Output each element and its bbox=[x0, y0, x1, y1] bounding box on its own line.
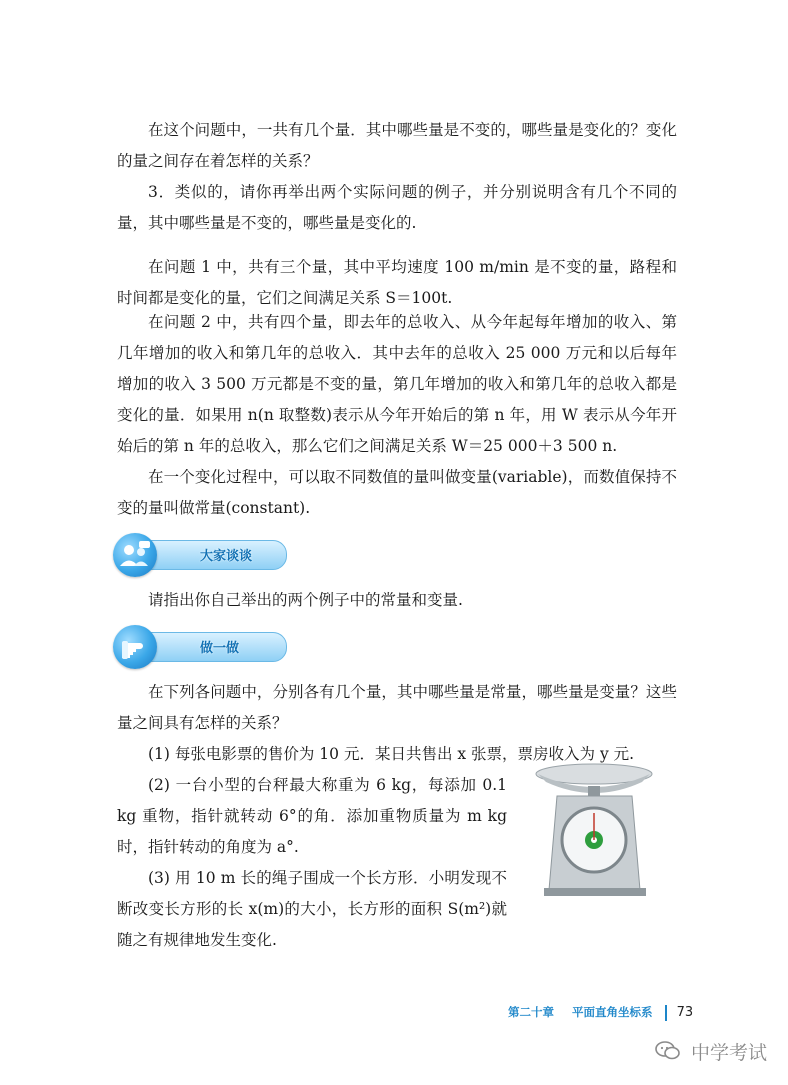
intro-paragraph-2: 3．类似的，请你再举出两个实际问题的例子，并分别说明含有几个不同的量，其中哪些量是不变的，哪些量是变化的. bbox=[117, 183, 677, 232]
try-badge bbox=[113, 625, 288, 667]
wechat-icon bbox=[655, 1040, 681, 1067]
try-item-3: (3) 用 10 m 长的绳子围成一个长方形．小明发现不断改变长方形的长 x(m)的大小，长方形的面积 S(m²)就随之有规律地发生变化. bbox=[117, 869, 507, 949]
page-number: 73 bbox=[676, 1005, 694, 1020]
chapter-label: 第二十章 bbox=[508, 1005, 554, 1019]
try-badge-pill bbox=[135, 632, 287, 662]
chapter-title: 平面直角坐标系 bbox=[572, 1005, 653, 1019]
try-badge-label: 做一做 bbox=[200, 641, 240, 656]
discuss-badge bbox=[113, 533, 288, 575]
kitchen-scale-illustration bbox=[522, 760, 672, 914]
watermark-text: 中学考试 bbox=[691, 1042, 768, 1064]
watermark bbox=[655, 1038, 767, 1067]
try-intro: 在下列各问题中，分别各有几个量，其中哪些量是常量，哪些量是变量？这些量之间具有怎样的关系？ bbox=[117, 683, 677, 732]
footer-divider bbox=[665, 1005, 667, 1021]
discuss-badge-label: 大家谈谈 bbox=[200, 549, 253, 564]
try-item-1: (1) 每张电影票的售价为 10 元．某日共售出 x 张票，票房收入为 y 元. bbox=[148, 745, 635, 763]
explanation-paragraph-1: 在问题 1 中，共有三个量，其中平均速度 100 m/min 是不变的量，路程和时间都是变化的量，它们之间满足关系 S＝100t. bbox=[117, 258, 677, 307]
people-icon bbox=[113, 533, 157, 577]
page-footer bbox=[508, 1004, 693, 1021]
definition-paragraph: 在一个变化过程中，可以取不同数值的量叫做变量(variable)，而数值保持不变的量叫做常量(constant). bbox=[117, 468, 677, 517]
intro-paragraph-1: 在这个问题中，一共有几个量．其中哪些量是不变的，哪些量是变化的？变化的量之间存在着怎样的关系？ bbox=[117, 121, 677, 170]
discuss-text: 请指出你自己举出的两个例子中的常量和变量. bbox=[148, 591, 463, 609]
try-item-2: (2) 一台小型的台秤最大称重为 6 kg，每添加 0.1 kg 重物，指针就转动 6°的角．添加重物质量为 m kg 时，指针转动的角度为 a°. bbox=[117, 776, 507, 856]
explanation-paragraph-2: 在问题 2 中，共有四个量，即去年的总收入、从今年起每年增加的收入、第几年增加的收入和第几年的总收入．其中去年的总收入 25 000 万元和以后每年增加的收入 3 500 万元都是不变的量，第几年增加的收入和第几年的总收入都是变化的量．如果用 n(n 取整数)表示从今年开始后的第 n 年，用 W 表示从今年开始后的第 n 年的总收入，那么它们之间满足关系 W＝25 000＋3 500 n. bbox=[117, 313, 677, 455]
hand-pointing-icon bbox=[113, 625, 157, 669]
discuss-badge-pill bbox=[135, 540, 287, 570]
